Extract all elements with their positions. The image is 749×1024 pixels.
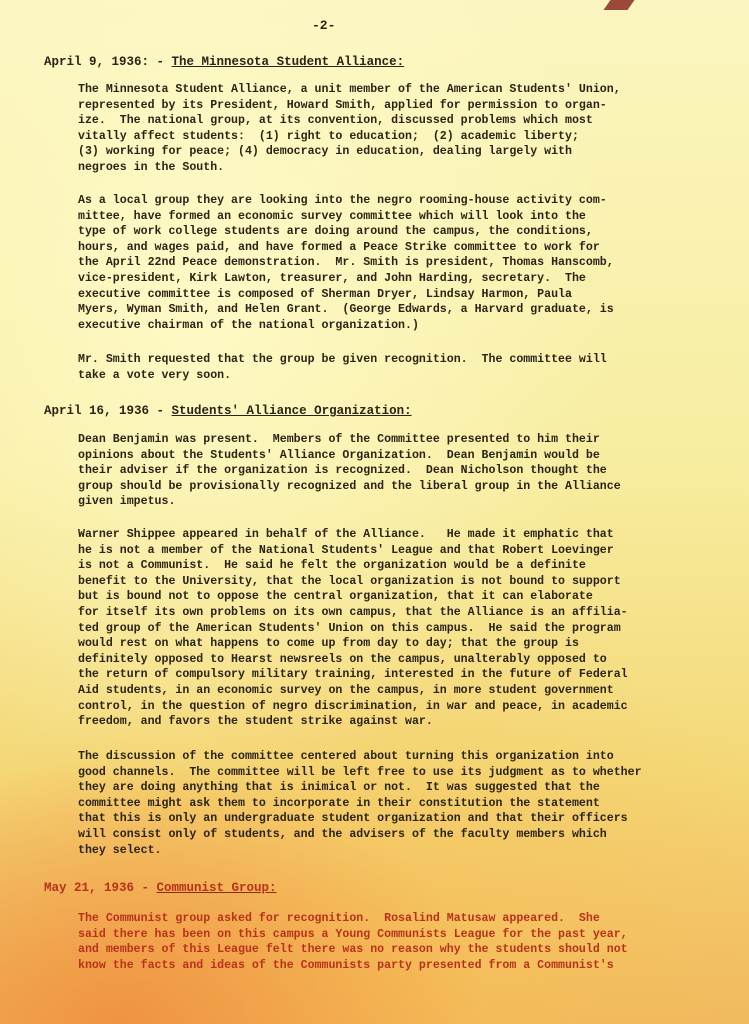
paragraph: Dean Benjamin was present. Members of the Committee presented to him their opinions about the Students' Alliance Organization. Dean Benjamin would be their adviser if the organization is recognized. Dean Nicholson thought the group should be provisionally recognized and the liberal group in the Alliance given impetus. [78, 433, 621, 509]
corner-stain [603, 0, 634, 10]
paragraph: The Minnesota Student Alliance, a unit member of the American Students' Union, represented by its President, Howard Smith, applied for permission to organ- ize. The national group, at its convention, discussed problems which most vitally affect students: (1) right to education; (2) academic liberty; (3) working for peace; (4) democracy in education, dealing largely with negroes in the South. [78, 83, 621, 174]
section-date: April 16, 1936 [44, 404, 150, 418]
section-date: April 9, 1936: [44, 55, 150, 69]
section-title: Students' Alliance Organization: [171, 404, 412, 418]
page-number: -2- [312, 18, 336, 33]
paragraph: Mr. Smith requested that the group be given recognition. The committee will take a vote very soon. [78, 353, 607, 382]
paragraph: Warner Shippee appeared in behalf of the Alliance. He made it emphatic that he is not a member of the National Students' League and that Robert Loevinger is not a Communist. He said he felt the organization would be a definite benefit to the University, that the local organization is not bound to support but is bound not to oppose the central organization, that it can elaborate for itself its own problems on its own campus, that the Alliance is an affilia- ted group of the American Students' Union on this campus. He said the program would rest on what happens to come up from day to day; that the group is definitely opposed to Hearst newsreels on the campus, unalterably opposed to the return of compulsory military training, interested in the future of Federal Aid students, in an economic survey on the campus, in more student government control, in the question of negro discrimination, in war and peace, in academic freedom, and favors the student strike against war. [78, 528, 628, 729]
section-title: The Minnesota Student Alliance: [171, 55, 405, 69]
section-date: May 21, 1936 [44, 881, 135, 895]
section-heading-1: April 9, 1936: - The Minnesota Student Alliance: [44, 55, 405, 69]
section-heading-2: April 16, 1936 - Students' Alliance Organization: [44, 404, 412, 418]
paragraph: The Communist group asked for recognition. Rosalind Matusaw appeared. She said there has been on this campus a Young Communists League for the past year, and members of this League felt there was no reason why the students should not know the facts and ideas of the Communists party presented from a Communist's [78, 912, 628, 972]
section-title: Communist Group: [156, 881, 277, 895]
section-heading-3: May 21, 1936 - Communist Group: [44, 881, 277, 895]
paragraph: The discussion of the committee centered about turning this organization into good channels. The committee will be left free to use its judgment as to whether they are doing anything that is inimical or not. It was suggested that the committee might ask them to incorporate in their constitution the statement that this is only an undergraduate student organization and that their officers will consist only of students, and the advisers of the faculty members which they select. [78, 750, 642, 857]
paragraph: As a local group they are looking into the negro rooming-house activity com- mittee, have formed an economic survey committee which will look into the type of work college students are doing around the campus, the conditions, hours, and wages paid, and have formed a Peace Strike committee to work for the April 22nd Peace demonstration. Mr. Smith is president, Thomas Hanscomb, vice-president, Kirk Lawton, treasurer, and John Harding, secretary. The executive committee is composed of Sherman Dryer, Lindsay Harmon, Paula Myers, Wyman Smith, and Helen Grant. (George Edwards, a Harvard graduate, is executive chairman of the national organization.) [78, 194, 614, 332]
